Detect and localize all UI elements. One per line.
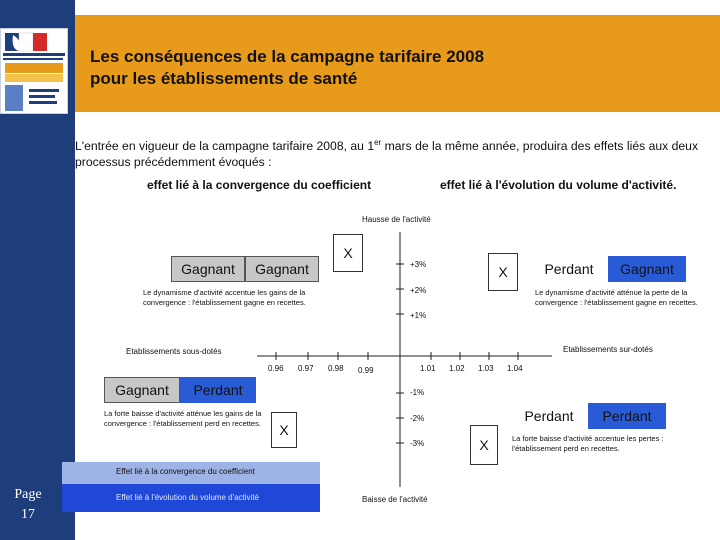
effect-activity-heading: effet lié à l'évolution du volume d'activité. bbox=[440, 178, 677, 192]
bottom-right-marker: X bbox=[470, 425, 498, 465]
bottom-right-convergence-box: Perdant bbox=[510, 403, 588, 429]
bottom-left-convergence-box: Gagnant bbox=[104, 377, 180, 403]
page-word: Page bbox=[14, 487, 42, 502]
legend-convergence-label: Effet lié à la convergence du coefficient bbox=[116, 467, 255, 476]
x-tick-label: 1.03 bbox=[478, 364, 494, 373]
top-right-description: Le dynamisme d'activité atténue la perte de la convergence : l'établissement gagne en recettes. bbox=[535, 288, 698, 307]
x-tick-label: 1.02 bbox=[449, 364, 465, 373]
bottom-right-description: La forte baisse d'activité accentue les pertes : l'établissement perd en recettes. bbox=[512, 434, 664, 453]
top-right-convergence-box: Perdant bbox=[530, 256, 608, 282]
page-number-value: 17 bbox=[21, 507, 35, 522]
x-tick-label: 1.01 bbox=[420, 364, 436, 373]
top-left-marker: X bbox=[333, 234, 363, 272]
y-tick-label: +2% bbox=[410, 286, 427, 295]
axis-label-right: Etablissements sur-dotés bbox=[563, 345, 653, 354]
top-left-convergence-box: Gagnant bbox=[171, 256, 245, 282]
axis-label-top: Hausse de l'activité bbox=[362, 215, 431, 224]
bottom-left-marker: X bbox=[271, 412, 297, 448]
page-title-line1: Les conséquences de la campagne tarifaire 2008 bbox=[90, 47, 485, 66]
top-left-description: Le dynamisme d'activité accentue les gains de la convergence : l'établissement gagne en recettes. bbox=[143, 288, 306, 307]
axis-label-bottom: Baisse de l'activité bbox=[362, 495, 428, 504]
x-tick-label: 0.97 bbox=[298, 364, 314, 373]
y-tick-label: +3% bbox=[410, 260, 427, 269]
y-tick-label: +1% bbox=[410, 311, 427, 320]
x-tick-label: 1.04 bbox=[507, 364, 523, 373]
page-title-line2: pour les établissements de santé bbox=[90, 69, 358, 88]
intro-text-before: L'entrée en vigueur de la campagne tarifaire 2008, au 1 bbox=[75, 139, 375, 154]
y-tick-label: -3% bbox=[410, 439, 425, 448]
x-tick-label: 0.99 bbox=[358, 366, 374, 375]
y-tick-label: -1% bbox=[410, 388, 425, 397]
x-tick-label: 0.98 bbox=[328, 364, 344, 373]
top-right-marker: X bbox=[488, 253, 518, 291]
page-number bbox=[8, 485, 48, 525]
axis-label-left: Etablissements sous-dotés bbox=[126, 347, 222, 356]
legend-activity-label: Effet lié à l'évolution du volume d'activité bbox=[116, 493, 259, 502]
bottom-left-activity-box: Perdant bbox=[180, 377, 256, 403]
top-left-activity-box: Gagnant bbox=[245, 256, 319, 282]
bottom-left-description: La forte baisse d'activité atténue les gains de la convergence : l'établissement perd en recettes. bbox=[104, 409, 262, 428]
y-tick-label: -2% bbox=[410, 414, 425, 423]
bottom-right-activity-box: Perdant bbox=[588, 403, 666, 429]
intro-text-after: mars de la même année, produira des effets liés aux deux processus précédemment évoqués : bbox=[75, 139, 699, 170]
x-tick-label: 0.96 bbox=[268, 364, 284, 373]
top-right-activity-box: Gagnant bbox=[608, 256, 686, 282]
effect-convergence-heading: effet lié à la convergence du coefficient bbox=[147, 178, 372, 192]
intro-superscript: er bbox=[374, 138, 382, 147]
